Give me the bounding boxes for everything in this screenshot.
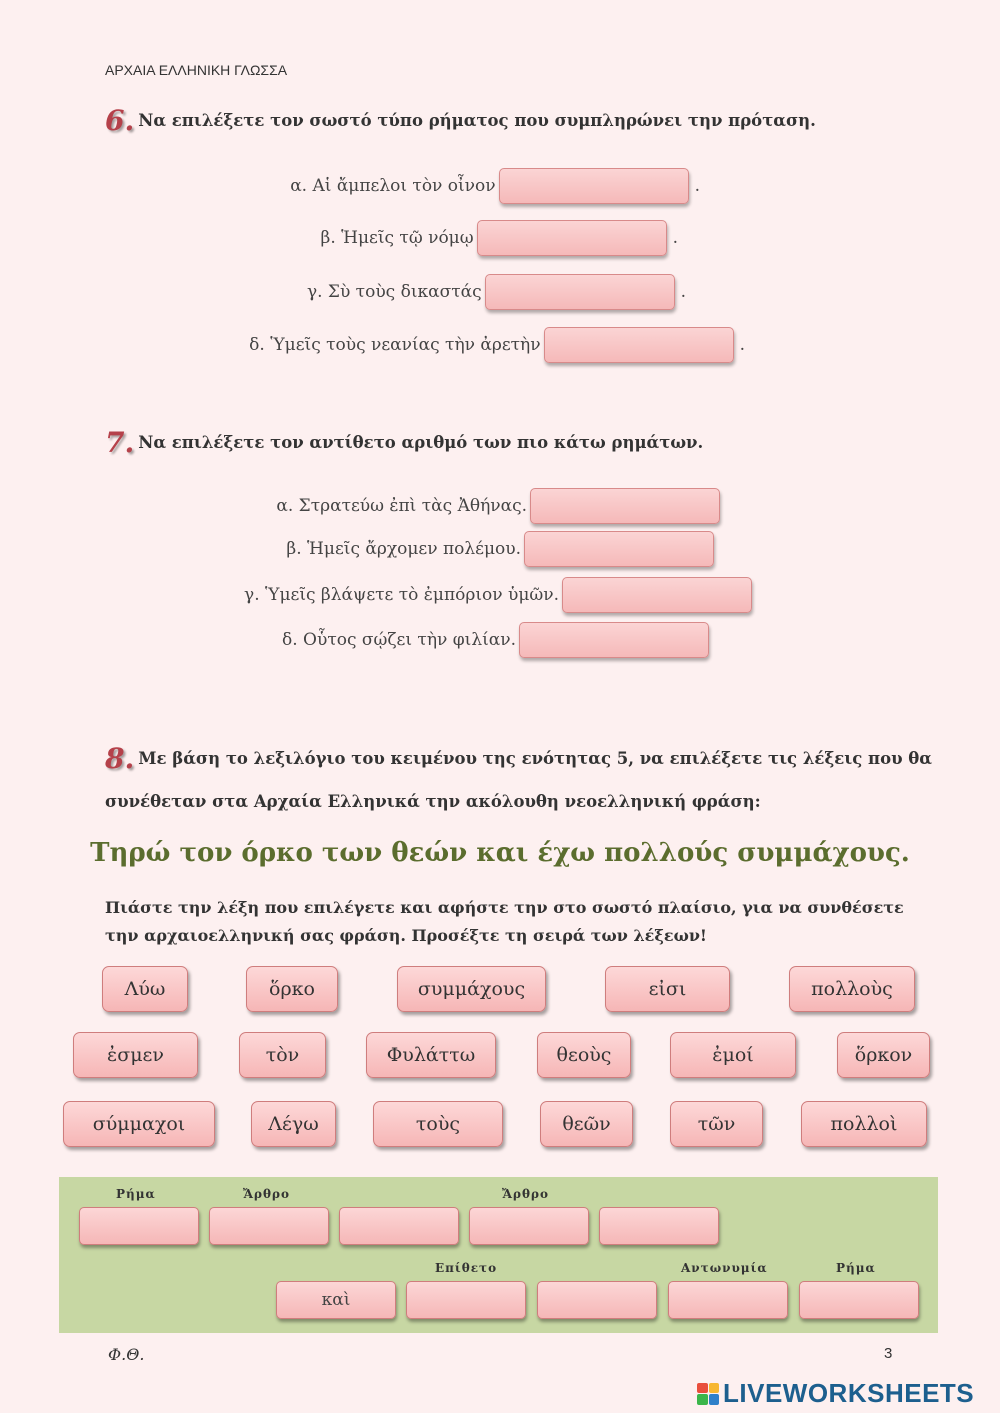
- q6-item-a-text: α. Αἱ ἄμπελοι τὸν οἶνον: [290, 176, 496, 196]
- footer-initials: Φ.Θ.: [108, 1345, 145, 1364]
- document-header: ΑΡΧΑΙΑ ΕΛΛΗΝΙΚΗ ΓΛΩΣΣΑ: [105, 62, 288, 78]
- label-antonymia: Αντωνυμία: [681, 1261, 768, 1275]
- q8-instruction: Πιάστε την λέξη που επιλέγετε και αφήστε την στο σωστό πλαίσιο, για να συνθέσετε την αρχαιοελληνική σας φράση. Προσέξτε τη σειρά των λέξεων!: [105, 898, 904, 945]
- drop-slot-4[interactable]: [469, 1207, 589, 1245]
- fixed-word-kai: καὶ: [276, 1281, 396, 1319]
- drop-slot-9[interactable]: [799, 1281, 919, 1319]
- word-chip[interactable]: Λύω: [102, 966, 188, 1012]
- q7-heading: [105, 426, 703, 459]
- drop-slot-5[interactable]: [599, 1207, 719, 1245]
- q7-answer-slot-a[interactable]: [530, 488, 720, 524]
- q6-answer-slot-c[interactable]: [485, 274, 675, 310]
- word-chip[interactable]: πολλοὶ: [801, 1101, 927, 1147]
- word-chip[interactable]: θεοὺς: [537, 1032, 631, 1078]
- liveworksheets-logo: [697, 1378, 974, 1409]
- q6-item-d-text: δ. Ὑμεῖς τοὺς νεανίας τὴν ἀρετὴν: [249, 335, 541, 355]
- q7-item-b: [286, 531, 714, 567]
- q7-item-a: [276, 488, 720, 524]
- logo-text: LIVEWORKSHEETS: [723, 1378, 975, 1408]
- q7-number: 7.: [105, 426, 135, 459]
- q6-item-c: γ. Σὺ τοὺς δικαστάς .: [307, 274, 686, 310]
- q8-number: 8.: [105, 742, 135, 775]
- drop-slot-6[interactable]: [406, 1281, 526, 1319]
- q6-item-c-text: γ. Σὺ τοὺς δικαστάς: [306, 282, 482, 302]
- word-chip[interactable]: Λέγω: [251, 1101, 336, 1147]
- word-chip[interactable]: τῶν: [670, 1101, 763, 1147]
- drop-slot-1[interactable]: [79, 1207, 199, 1245]
- q7-item-b-text: β. Ἡμεῖς ἄρχομεν πολέμου.: [286, 539, 521, 559]
- label-epitheto: Επίθετο: [435, 1261, 498, 1275]
- q6-item-b-text: β. Ἡμεῖς τῷ νόμῳ: [320, 228, 474, 248]
- q6-answer-slot-b[interactable]: [477, 220, 667, 256]
- word-chip[interactable]: ἐμοί: [670, 1032, 796, 1078]
- label-arthro-1: Ἄρθρο: [243, 1187, 290, 1201]
- word-chip[interactable]: ὅρκον: [837, 1032, 930, 1078]
- q6-item-a: α. Αἱ ἄμπελοι τὸν οἶνον .: [290, 168, 700, 204]
- q7-answer-slot-c[interactable]: [562, 577, 752, 613]
- word-chip[interactable]: τὸν: [239, 1032, 326, 1078]
- drop-slot-3[interactable]: [339, 1207, 459, 1245]
- q6-heading: [105, 104, 816, 137]
- modern-greek-phrase: Τηρώ τον όρκο των θεών και έχω πολλούς συμμάχους.: [90, 838, 910, 868]
- page-number: 3: [884, 1345, 893, 1362]
- label-arthro-2: Ἄρθρο: [502, 1187, 549, 1201]
- label-rima-1: Ρήμα: [116, 1187, 156, 1201]
- q7-item-d: [282, 622, 709, 658]
- q6-answer-slot-a[interactable]: [499, 168, 689, 204]
- q7-answer-slot-b[interactable]: [524, 531, 714, 567]
- q7-title: Να επιλέξετε τον αντίθετο αριθμό των πιο κάτω ρημάτων.: [138, 433, 704, 452]
- q6-title: Να επιλέξετε τον σωστό τύπο ρήματος που συμπληρώνει την πρόταση.: [138, 111, 816, 130]
- word-chip[interactable]: εἰσι: [605, 966, 730, 1012]
- q7-item-c: [244, 577, 752, 613]
- q8-title-line1: Με βάση το λεξιλόγιο του κειμένου της ενότητας 5, να επιλέξετε τις λέξεις που θα: [138, 749, 933, 768]
- word-chip[interactable]: ἐσμεν: [73, 1032, 198, 1078]
- drop-slot-7[interactable]: [537, 1281, 657, 1319]
- q6-item-d: δ. Ὑμεῖς τοὺς νεανίας τὴν ἀρετὴν .: [249, 327, 745, 363]
- word-chip[interactable]: θεῶν: [540, 1101, 633, 1147]
- word-chip[interactable]: ὅρκο: [246, 966, 338, 1012]
- q7-item-d-text: δ. Οὗτος σῴζει τὴν φιλίαν.: [282, 630, 516, 650]
- q6-number: 6.: [105, 104, 135, 137]
- q6-item-b: β. Ἡμεῖς τῷ νόμῳ .: [320, 220, 678, 256]
- logo-icon: [697, 1383, 719, 1405]
- drop-slot-2[interactable]: [209, 1207, 329, 1245]
- q8-heading: [105, 742, 932, 775]
- q7-item-c-text: γ. Ὑμεῖς βλάψετε τὸ ἐμπόριον ὑμῶν.: [244, 585, 559, 605]
- word-chip[interactable]: συμμάχους: [397, 966, 546, 1012]
- drop-slot-8[interactable]: [668, 1281, 788, 1319]
- word-chip[interactable]: Φυλάττω: [366, 1032, 496, 1078]
- q7-item-a-text: α. Στρατεύω ἐπὶ τὰς Ἀθήνας.: [276, 496, 527, 516]
- q8-title-line2: συνέθεταν στα Αρχαία Ελληνικά την ακόλουθη νεοελληνική φράση:: [105, 792, 761, 811]
- q7-answer-slot-d[interactable]: [519, 622, 709, 658]
- answer-panel: [59, 1177, 938, 1333]
- q6-answer-slot-d[interactable]: [544, 327, 734, 363]
- word-chip[interactable]: πολλοὺς: [789, 966, 915, 1012]
- word-chip[interactable]: σύμμαχοι: [63, 1101, 215, 1147]
- word-chip[interactable]: τοὺς: [373, 1101, 503, 1147]
- label-rima-2: Ρήμα: [836, 1261, 876, 1275]
